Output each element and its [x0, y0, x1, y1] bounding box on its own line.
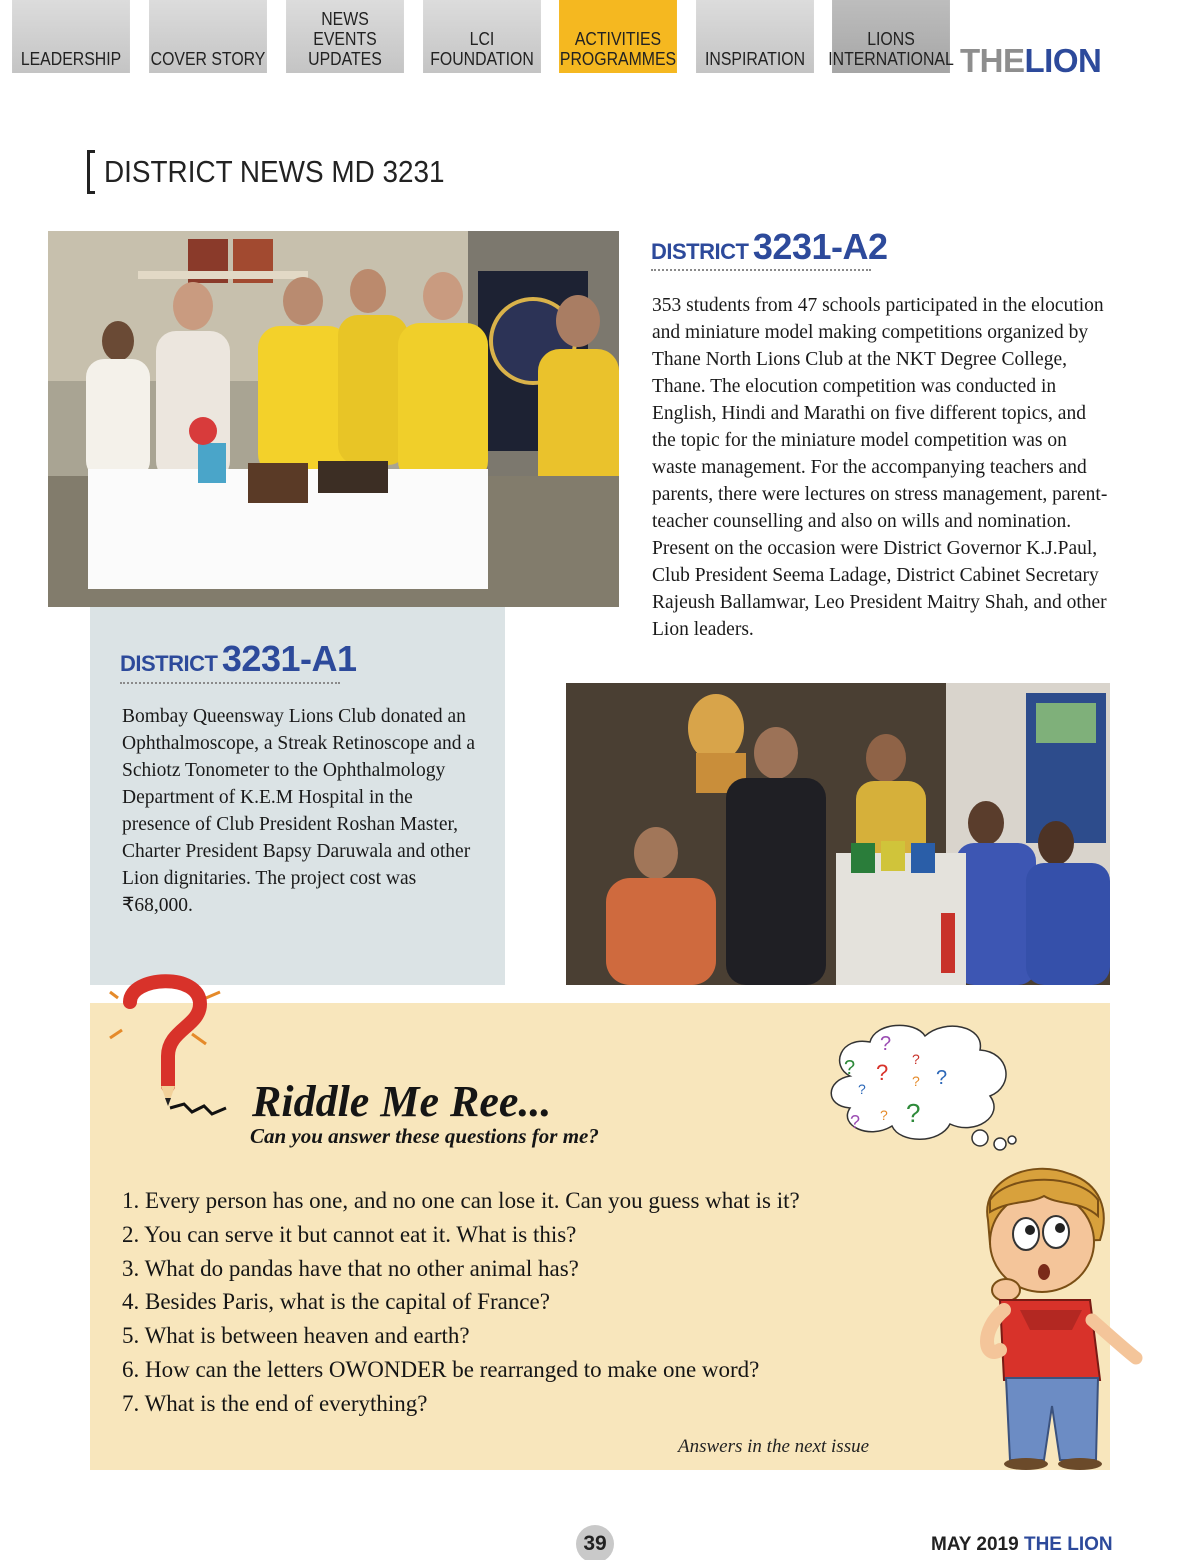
- section-title: DISTRICT NEWS MD 3231: [104, 154, 445, 189]
- riddle-questions: [122, 1184, 800, 1421]
- section-nav: [4, 0, 958, 73]
- district-a2-body: 353 students from 47 schools participated in the elocution and miniature model making competitions organized by Thane North Lions Club at the NKT Degree College, Thane. The elocution competition was conducted in English, Hindi and Marathi on five different topics, and the topic for the miniature model competition was on waste management. For the accompanying teachers and parents, there were lectures on stress management, parent-teacher counselling and also on wills and nomination. Present on the occasion were District Governor K.J.Paul, Club President Seema Ladage, District Cabinet Secretary Rajeush Ballamwar, Leo President Maitry Shah, and other Lion leaders.: [652, 295, 1108, 640]
- district-a1-body: Bombay Queensway Lions Club donated an Ophthalmoscope, a Streak Retinoscope and a Schiotz Tonometer to the Ophthalmology Department of K.E.M Hospital in the presence of Club President Roshan Master, Charter President Bapsy Daruwala and other Lion dignitaries. The project cost was ₹68,000.: [122, 706, 476, 916]
- svg-text:?: ?: [906, 1098, 921, 1128]
- tab-cover-story[interactable]: COVER STORY: [149, 0, 267, 73]
- section-bracket: [87, 150, 95, 194]
- page-number: 39: [576, 1525, 614, 1560]
- riddle-question: 4. Besides Paris, what is the capital of France?: [122, 1289, 550, 1315]
- svg-text:?: ?: [858, 1081, 866, 1097]
- thinking-boy-illustration: [960, 1160, 1150, 1470]
- tab-activities-programmes[interactable]: ACTIVITIES PROGRAMMES: [559, 0, 677, 73]
- photo-hospital-donation: [48, 231, 619, 607]
- riddle-subtitle: Can you answer these questions for me?: [250, 1124, 599, 1148]
- district-a1-number: 3231-A1: [221, 638, 357, 679]
- district-a2-heading: [651, 226, 888, 268]
- brand-the: THE: [960, 42, 1025, 79]
- riddle-question: 5. What is between heaven and earth?: [122, 1323, 470, 1349]
- district-a2-number: 3231-A2: [752, 226, 888, 267]
- svg-text:?: ?: [880, 1107, 888, 1123]
- svg-text:?: ?: [844, 1057, 856, 1079]
- riddle-question: 7. What is the end of everything?: [122, 1390, 428, 1416]
- riddle-title: Riddle Me Ree...: [252, 1077, 552, 1126]
- tab-lci-foundation[interactable]: LCI FOUNDATION: [423, 0, 541, 73]
- footer-issue: [931, 1534, 1113, 1556]
- svg-text:?: ?: [876, 1060, 889, 1085]
- svg-text:?: ?: [912, 1073, 920, 1089]
- riddle-question: 3. What do pandas have that no other animal has?: [122, 1255, 579, 1281]
- svg-text:?: ?: [912, 1051, 920, 1067]
- brand-lion: LION: [1024, 42, 1102, 79]
- riddle-question: 6. How can the letters OWONDER be rearranged to make one word?: [122, 1356, 760, 1382]
- riddle-question: 2. You can serve it but cannot eat it. What is this?: [122, 1221, 577, 1247]
- footer-date: MAY 2019: [931, 1534, 1019, 1555]
- magazine-logo: [960, 42, 1101, 80]
- district-a1-divider: [120, 682, 340, 684]
- svg-text:?: ?: [880, 1033, 892, 1055]
- answers-note: Answers in the next issue: [678, 1436, 870, 1457]
- photo-model-exhibition: [566, 683, 1110, 985]
- tab-lions-international[interactable]: LIONS INTERNATIONAL: [832, 0, 950, 73]
- question-mark-pencil-icon: [108, 968, 228, 1118]
- district-a2-divider: [651, 269, 871, 271]
- district-a1-prefix: DISTRICT: [120, 651, 218, 676]
- footer-magazine: THE LION: [1023, 1534, 1113, 1555]
- riddle-question: 1. Every person has one, and no one can lose it. Can you guess what is it?: [122, 1188, 800, 1213]
- tab-leadership[interactable]: LEADERSHIP: [12, 0, 130, 73]
- district-a2-prefix: DISTRICT: [651, 239, 749, 264]
- district-a1-heading: [120, 638, 357, 680]
- svg-text:?: ?: [850, 1112, 861, 1132]
- thought-bubble-icon: [820, 1016, 1030, 1166]
- svg-text:?: ?: [936, 1067, 948, 1089]
- tab-news-events-updates[interactable]: NEWS EVENTS UPDATES: [286, 0, 404, 73]
- tab-inspiration[interactable]: INSPIRATION: [696, 0, 814, 73]
